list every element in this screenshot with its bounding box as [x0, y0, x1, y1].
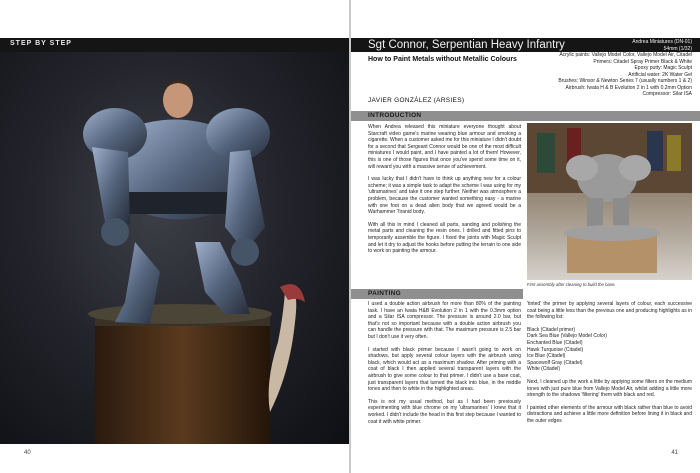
materials-list — [534, 39, 692, 98]
materials-item: Compressor: Silar ISA — [642, 91, 692, 97]
paragraph: I started with black primer because I wasn't going to work on shadows, but apply several colour layers with the airbrush using black, which would act as a maximum shadow. After priming with a coat of black I then applied several transparent layers with the airbrush to give some colour to that primer. I didn't use a base coat, just transparent layers that turned the black into blue, in the middle tones and then to white in the highlighted areas. — [368, 346, 521, 393]
paragraph: I was lucky that I didn't have to think up anything new for a colour scheme; it was a simple task to adapt the scheme I was using for my 'ultramarines' and take it one step further. Neither was atmosphere a problem, because the customer wanted something easy - a marine with one foot on a dead alien body that we agreed would be a Warhammer Tiranid body. — [368, 176, 521, 216]
paragraph: When Andrea released this miniature everyone thought about Starcraft video game's marine wearing blue armour and smoking a cigarette. When a customer asked me for this miniature I didn't doubt for a second that Sergeant Connor would be one of the most difficult miniatures I would paint, and I have painted a lot of them! However, this is one of those figures that once you've spend some time on it, will reward you with a massive sense of achievement. — [368, 124, 521, 170]
list-item: Hawk Turquoise (Citadel) — [527, 346, 584, 353]
paragraph: 'tinted' the primer by applying several layers of colour, each successive coat being a little less than the previous one and producing highlights as in the following list: — [527, 301, 692, 321]
paragraph: This is not my usual method, but as I had been previously experimenting with blue chrome on my 'ultramarines' I knew that it worked. I didn't include the head in this first step because I wanted to coat it with white primer. — [368, 398, 521, 425]
introduction-heading: INTRODUCTION — [368, 112, 422, 119]
list-item: Black (Citadel primer) — [527, 326, 576, 333]
manufacturer: Andrea Miniatures (DN-01) — [632, 39, 692, 45]
materials-item: Epoxy putty: Magic Sculpt — [634, 65, 692, 71]
introduction-text — [368, 124, 521, 261]
paragraph: I painted other elements of the armour with black rather than blue to avoid distractions and achieve a little more definition before lining it in black and the outer edges — [527, 404, 692, 424]
materials-item: Acrylic paints: Vallejo Model Color, Vallejo Model Air, Citadel — [559, 52, 692, 58]
scale: 54mm (1/32) — [663, 45, 692, 52]
list-item: White (Citadel) — [527, 366, 561, 373]
article-subtitle: How to Paint Metals without Metallic Colours — [368, 56, 517, 63]
miniature-photo — [0, 52, 349, 444]
page-number: 41 — [671, 450, 678, 456]
list-item: Spacewolf Gray (Citadel) — [527, 359, 583, 366]
author-name: JAVIER GONZÁLEZ (ARSIES) — [368, 97, 465, 104]
paragraph: With all this in mind I cleaned all parts, sanding and polishing the metal parts and cleaning the resin ones. I drilled and fitted pins to temporarily assemble the figure. I fixed the joints with Magic Sculpt and let it dry to adjust the hooks before putting the terrain to one side to work on painting the armour. — [368, 221, 521, 255]
list-item: Dark Sea Blue (Vallejo Model Color) — [527, 333, 607, 340]
unpainted-miniature-image — [527, 123, 692, 280]
painting-header — [351, 289, 523, 299]
introduction-header — [351, 111, 700, 121]
list-item: Enchanted Blue (Citadel) — [527, 339, 583, 346]
materials-item: Primers: Citadel Spray Primer Black & White — [593, 58, 692, 65]
paragraph: Next, I cleaned up the work a little by applying some filters on the medium tones with just pure blue from Vallejo Model Air, whilst adding a little more strength to the shadows 'filtering' them with black and red. — [527, 378, 692, 399]
page-number: 40 — [24, 450, 31, 456]
materials-item: Brushes: Winsor & Newton Series 7 (usually numbers 1 & 2) — [558, 78, 692, 84]
paragraph: I used a double action airbrush for more than 80% of the painting task. I have an Iwata H&B Evolution 2 in 1 with the 0.3mm option and a Silar ISA compressor. The pressure is around 2.0 bar, but that's not so important because with a double action airbrush you can handle the pressure with that. The maximum pressure is 2.5 bar but I don't use it very often. — [368, 301, 521, 340]
list-item: Ice Blue (Citadel) — [527, 353, 566, 360]
article-title: Sgt Connor, Serpentian Heavy Infantry — [368, 39, 565, 51]
section-label: STEP BY STEP — [10, 40, 72, 47]
left-page — [0, 0, 349, 473]
assembly-photo — [527, 123, 692, 280]
photo-caption: First assembly after cleaning to build the base. — [527, 282, 616, 287]
materials-item: Artificial water: 2K Water Gel — [628, 71, 692, 78]
painting-text-right — [527, 301, 692, 431]
painting-text-left — [368, 301, 521, 431]
section-header-bar — [0, 38, 349, 52]
painting-heading: PAINTING — [368, 290, 401, 297]
space-marine-miniature-image — [0, 52, 349, 444]
materials-item: Airbrush: Iwata H & B Evolution 2 in 1 with 0.2mm Option — [565, 84, 692, 91]
right-page — [351, 0, 700, 473]
colour-list — [527, 327, 692, 373]
